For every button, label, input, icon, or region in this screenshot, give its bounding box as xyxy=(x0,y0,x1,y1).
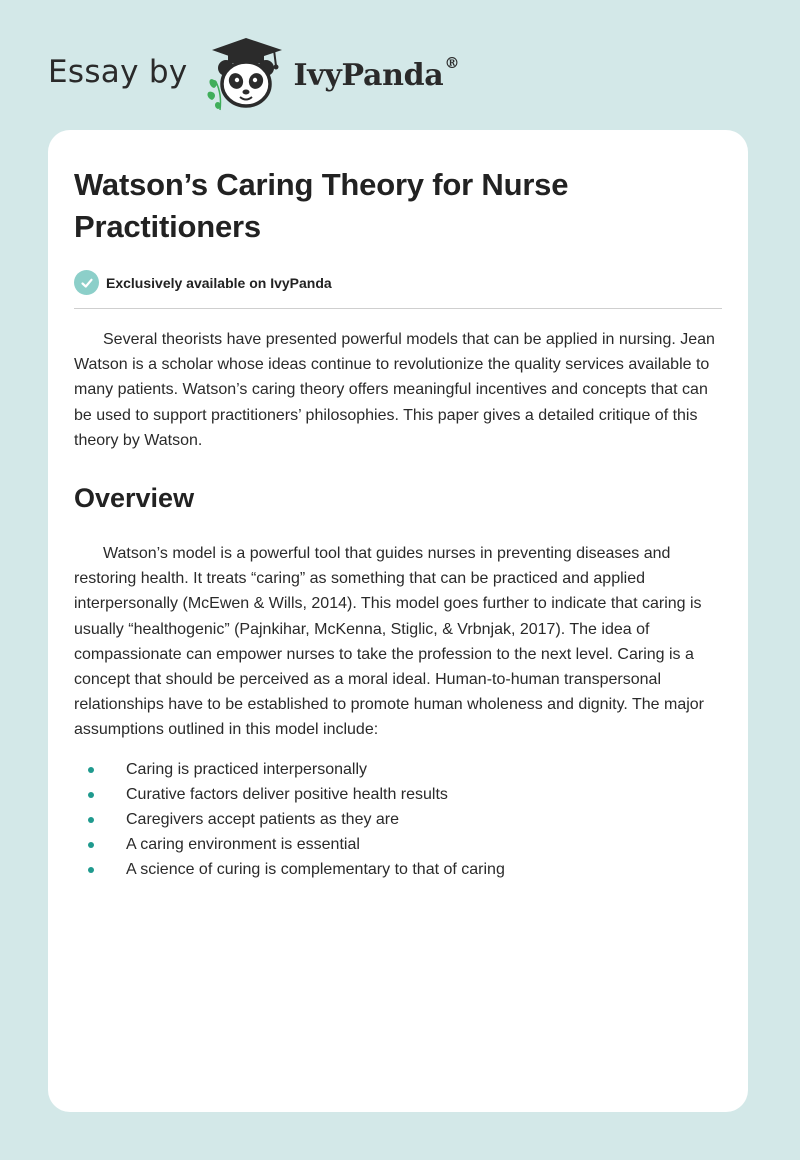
list-item xyxy=(74,807,722,832)
bullet-icon xyxy=(88,767,94,773)
brand-name[interactable] xyxy=(293,53,460,93)
checkmark-icon xyxy=(74,270,99,295)
list-item-text: Caregivers accept patients as they are xyxy=(126,810,400,828)
overview-paragraph: Watson’s model is a powerful tool that guides nurses in preventing diseases and restoring health. It treats “caring” as something that can be practiced and applied interpersonally (McEwen & Wills, 2014). This model goes further to indicate that caring is usually “healthogenic” (Pajnkihar, McKenna, Stiglic, & Vrbnjak, 2017). The idea of compassionate can empower nurses to take the profession to the next level. Caring is a concept that should be perceived as a moral ideal. Human-to-human transpersonal relationships have to be established to promote human wholeness and dignity. The major assumptions outlined in this model include: xyxy=(74,545,705,739)
list-item-text: A science of curing is complementary to that of caring xyxy=(126,860,505,878)
trademark-symbol: ® xyxy=(444,53,460,72)
list-item-text: Curative factors deliver positive health results xyxy=(126,785,448,803)
bullet-icon xyxy=(88,842,94,848)
list-item-text: Caring is practiced interpersonally xyxy=(126,760,367,778)
site-header xyxy=(48,36,459,112)
assumptions-list xyxy=(74,757,722,882)
essay-card xyxy=(48,130,748,1112)
list-item xyxy=(74,832,722,857)
list-item xyxy=(74,857,722,882)
bullet-icon xyxy=(88,867,94,873)
page-title: Watson’s Caring Theory for Nurse Practitioners xyxy=(74,167,569,244)
bullet-icon xyxy=(88,817,94,823)
panda-graduation-cap-icon[interactable] xyxy=(202,36,290,112)
essay-by-label: Essay by xyxy=(48,54,188,90)
list-item-text: A caring environment is essential xyxy=(126,835,360,853)
exclusive-label: Exclusively available on IvyPanda xyxy=(106,274,332,291)
exclusive-banner xyxy=(74,270,722,309)
bullet-icon xyxy=(88,792,94,798)
list-item xyxy=(74,757,722,782)
list-item xyxy=(74,782,722,807)
brand-name-text: IvyPanda xyxy=(293,57,444,93)
intro-paragraph: Several theorists have presented powerful models that can be applied in nursing. Jean Watson is a scholar whose ideas continue to revolutionize the quality services available to many patients. Watson’s caring theory offers meaningful incentives and concepts that can be used to support practitioners’ philosophies. This paper gives a detailed critique of this theory by Watson. xyxy=(74,331,715,449)
section-heading-overview: Overview xyxy=(74,483,195,514)
